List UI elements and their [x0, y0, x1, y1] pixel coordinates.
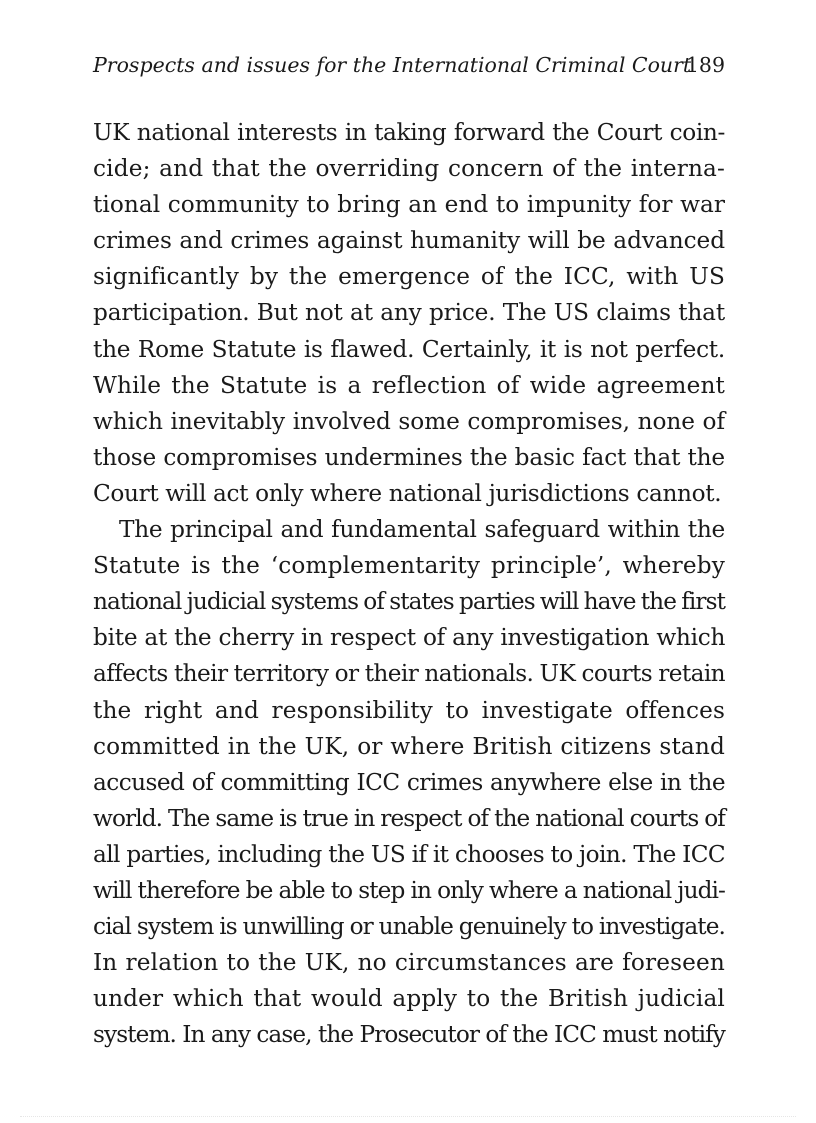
text-line: national judicial systems of states parties will have the first	[93, 588, 725, 616]
paragraph-last-line: Court will act only where national jurisdictions cannot.	[93, 479, 722, 507]
text-line: all parties, including the US if it chooses to join. The ICC	[93, 840, 725, 868]
text-line: committed in the UK, or where British citizens stand	[93, 732, 725, 760]
running-head	[93, 50, 725, 80]
text-line: those compromises undermines the basic fact that the	[93, 443, 725, 471]
paragraph-first-line: The principal and fundamental safeguard within the	[119, 516, 725, 544]
text-line: UK national interests in taking forward the Court coin-	[93, 119, 725, 146]
text-line: crimes and crimes against humanity will be advanced	[93, 227, 725, 255]
body-text	[93, 115, 725, 1053]
text-line: under which that would apply to the British judicial	[93, 985, 725, 1013]
text-line: accused of committing ICC crimes anywhere else in the	[93, 768, 725, 796]
text-line: world. The same is true in respect of the national courts of	[93, 804, 725, 832]
text-line: participation. But not at any price. The US claims that	[93, 299, 725, 327]
text-line: Statute is the ‘complementarity principle’, whereby	[93, 552, 725, 580]
text-line: cial system is unwilling or unable genuinely to investigate.	[93, 913, 725, 941]
text-line: bite at the cherry in respect of any investigation which	[93, 624, 726, 652]
text-line: the Rome Statute is flawed. Certainly, it is not perfect.	[93, 335, 725, 363]
text-line: affects their territory or their nationals. UK courts retain	[93, 660, 725, 688]
text-line: In relation to the UK, no circumstances are foreseen	[93, 949, 725, 977]
page-bottom-edge	[20, 1116, 796, 1117]
text-line: which inevitably involved some compromises, none of	[93, 407, 725, 435]
text-line: tional community to bring an end to impunity for war	[93, 191, 725, 219]
text-line: system. In any case, the Prosecutor of the ICC must notify	[93, 1021, 725, 1049]
text-line: While the Statute is a reflection of wide agreement	[93, 371, 725, 399]
running-head-title: Prospects and issues for the International Criminal Court	[93, 53, 692, 77]
text-line: cide; and that the overriding concern of the interna-	[93, 155, 725, 183]
page-number: 189	[685, 53, 725, 77]
text-line: the right and responsibility to investigate offences	[93, 696, 725, 724]
text-line: significantly by the emergence of the ICC, with US	[93, 263, 725, 291]
text-line: will therefore be able to step in only where a national judi-	[93, 876, 725, 904]
